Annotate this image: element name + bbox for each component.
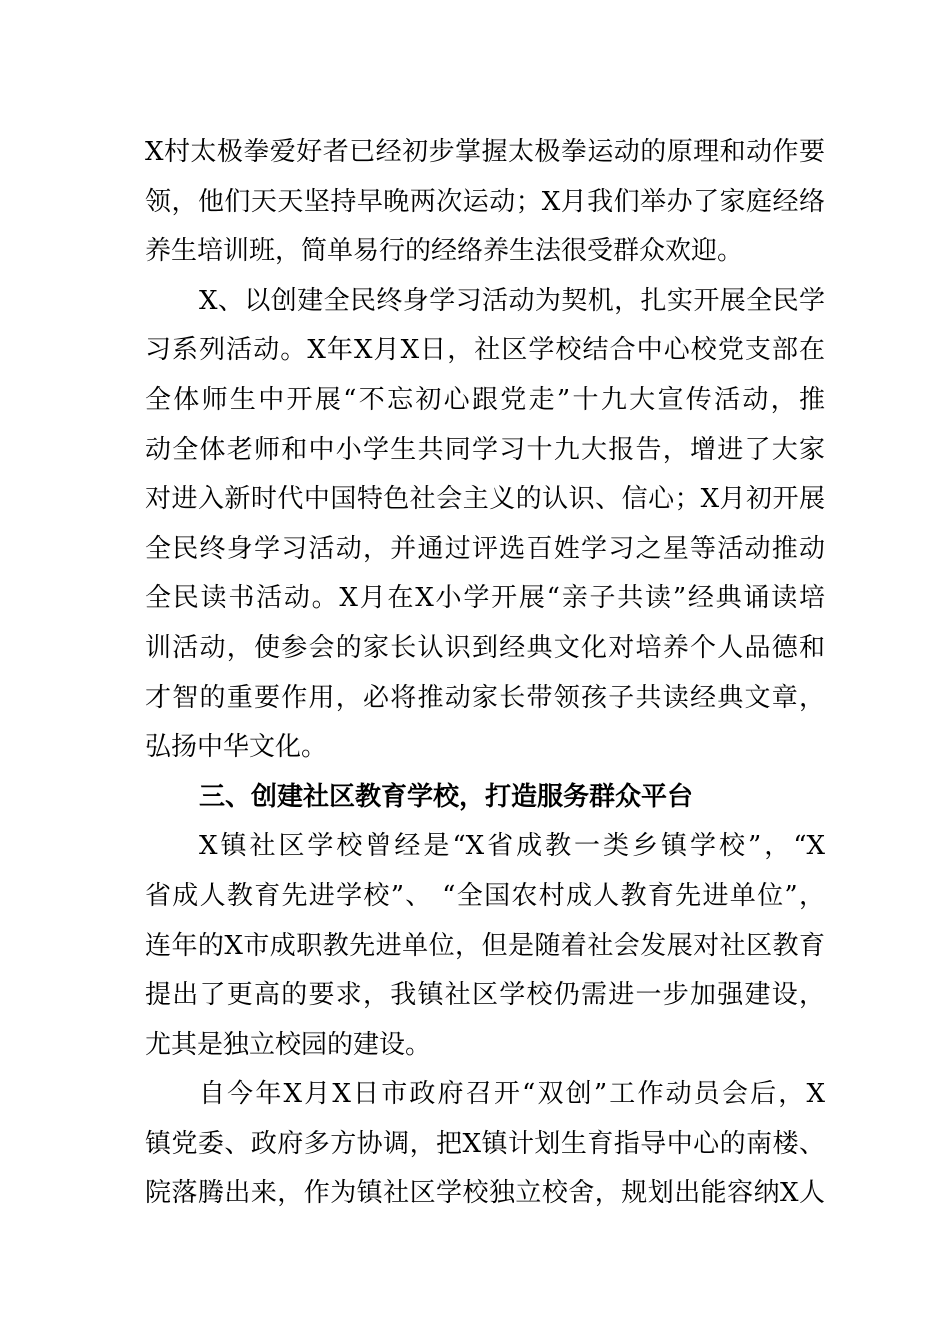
paragraph-line: 提出了更高的要求，我镇社区学校仍需进一步加强建设，: [145, 980, 825, 1011]
paragraph-line: 领，他们天天坚持早晚两次运动；X月我们举办了家庭经络: [145, 186, 825, 217]
paragraph-line: 才智的重要作用，必将推动家长带领孩子共读经典文章，: [145, 682, 825, 713]
paragraph-line: 连年的X市成职教先进单位，但是随着社会发展对社区教育: [145, 930, 825, 961]
paragraph-line: X、以创建全民终身学习活动为契机，扎实开展全民学: [199, 285, 825, 316]
paragraph-line: 全体师生中开展“不忘初心跟党走”十九大宣传活动，推: [145, 384, 825, 415]
paragraph-line: X镇社区学校曾经是“X省成教一类乡镇学校”，“X: [199, 831, 825, 862]
paragraph-line: 自今年X月X日市政府召开“双创”工作动员会后，X: [199, 1079, 825, 1110]
paragraph-line: 弘扬中华文化。: [145, 732, 328, 763]
paragraph-line: 养生培训班，简单易行的经络养生法很受群众欢迎。: [145, 236, 744, 267]
paragraph-line: 镇党委、政府多方协调，把X镇计划生育指导中心的南楼、: [145, 1128, 825, 1159]
paragraph-line: 动全体老师和中小学生共同学习十九大报告，增进了大家: [145, 434, 825, 465]
paragraph-line: 对进入新时代中国特色社会主义的认识、信心；X月初开展: [145, 484, 825, 515]
paragraph-line: 习系列活动。X年X月X日，社区学校结合中心校党支部在: [145, 335, 825, 366]
paragraph-line: 省成人教育先进学校”、 “全国农村成人教育先进单位”，: [145, 880, 825, 911]
paragraph-line: 训活动，使参会的家长认识到经典文化对培养个人品德和: [145, 632, 825, 663]
paragraph-line: 院落腾出来，作为镇社区学校独立校舍，规划出能容纳X人: [145, 1178, 825, 1209]
paragraph-line: 全民终身学习活动，并通过评选百姓学习之星等活动推动: [145, 533, 825, 564]
document-body: [145, 128, 825, 1219]
paragraph-line: 尤其是独立校园的建设。: [145, 1029, 432, 1060]
paragraph-line: X村太极拳爱好者已经初步掌握太极拳运动的原理和动作要: [145, 137, 825, 167]
section-heading: 三、创建社区教育学校，打造服务群众平台: [199, 781, 694, 812]
paragraph-line: 全民读书活动。X月在X小学开展“亲子共读”经典诵读培: [145, 583, 825, 614]
